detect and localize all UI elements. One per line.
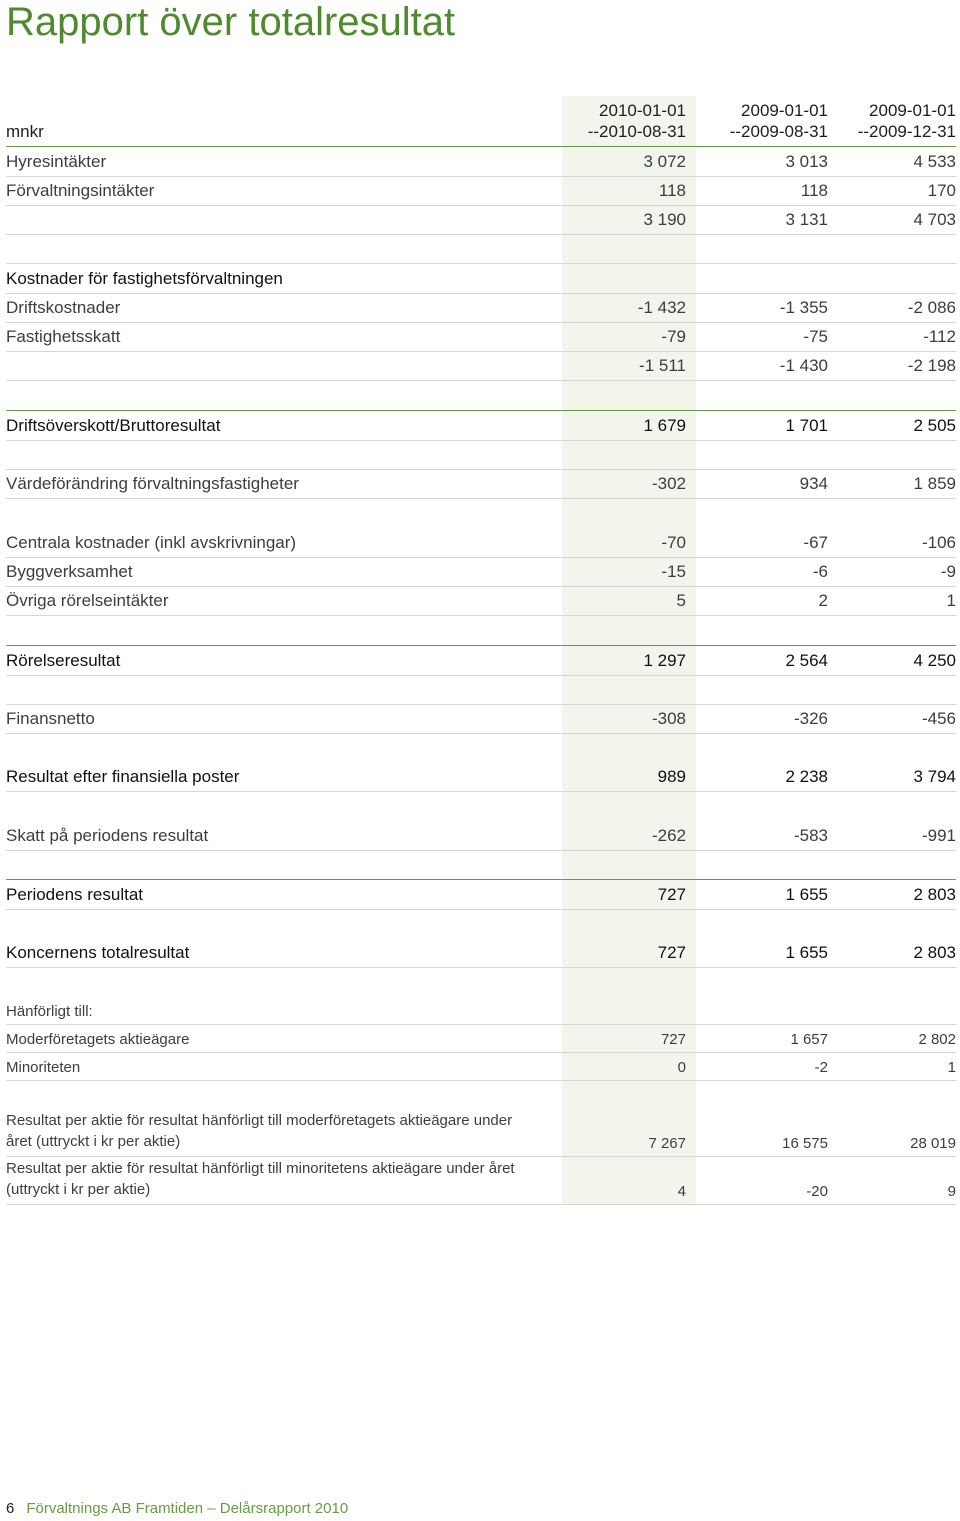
cell-value: 2 802 [918, 1031, 956, 1048]
row-label: Driftsöverskott/Bruttoresultat [6, 416, 221, 435]
cell-value: 1 679 [643, 416, 686, 435]
cell-value: 727 [657, 885, 686, 904]
cell-value: -2 086 [907, 298, 956, 317]
cell-value: -326 [793, 709, 828, 728]
cell-value: -262 [651, 826, 686, 845]
row-driftskostnader [6, 293, 956, 323]
row-label: Minoriteten [6, 1059, 81, 1076]
row-skatt [6, 821, 956, 851]
cell-value: 4 250 [913, 651, 956, 670]
cell-value: -456 [921, 709, 956, 728]
column-header-line: 2010-01-01 [599, 101, 686, 120]
cell-value: 727 [657, 943, 686, 962]
column-header-line: --2009-12-31 [857, 122, 956, 141]
cell-value: 9 [947, 1183, 956, 1200]
row-resultat-efter-finansiella-poster [6, 762, 956, 792]
cell-value: 727 [660, 1031, 686, 1048]
row-ovriga-rorelseintakter [6, 586, 956, 616]
row-minoriteten [6, 1053, 956, 1081]
row-label: Resultat efter finansiella poster [6, 767, 240, 786]
row-label: Förvaltningsintäkter [6, 181, 155, 200]
cell-value: 2 238 [785, 767, 828, 786]
cell-value: 1 655 [785, 885, 828, 904]
cell-value: 28 019 [910, 1135, 956, 1152]
cell-value: -106 [921, 533, 956, 552]
row-driftsoverskott [6, 410, 956, 441]
row-hanforligt-till [6, 997, 956, 1025]
row-byggverksamhet [6, 557, 956, 587]
row-rorelseresultat [6, 645, 956, 676]
column-header-2009-ytd [730, 100, 828, 142]
cell-value: 4 [677, 1183, 686, 1200]
cell-value: 3 013 [785, 152, 828, 171]
row-label: Moderföretagets aktieägare [6, 1031, 190, 1048]
cell-value: -1 432 [637, 298, 686, 317]
cell-value: -6 [812, 562, 828, 581]
cell-value: 2 803 [913, 943, 956, 962]
cell-value: 934 [799, 474, 828, 493]
cell-value: 16 575 [782, 1135, 828, 1152]
row-label: Kostnader för fastighetsförvaltningen [6, 269, 283, 288]
row-label-line: (uttryckt i kr per aktie) [6, 1181, 151, 1198]
cell-value: 989 [657, 767, 686, 786]
row-label: Hänförligt till: [6, 1003, 93, 1020]
cell-value: 1 655 [785, 943, 828, 962]
row-centrala-kostnader [6, 528, 956, 558]
cell-value: 3 794 [913, 767, 956, 786]
cell-value: 4 703 [913, 210, 956, 229]
cell-value: -2 [814, 1059, 828, 1076]
row-label-line: året (uttryckt i kr per aktie) [6, 1133, 181, 1150]
cell-value: 4 533 [913, 152, 956, 171]
row-label: Övriga rörelseintäkter [6, 591, 169, 610]
page-number: 6 [6, 1500, 15, 1517]
row-label-line: Resultat per aktie för resultat hänförligt till moderföretagets aktieägare under [6, 1112, 513, 1129]
cell-value: -302 [651, 474, 686, 493]
cell-value: 1 297 [643, 651, 686, 670]
cell-value: -9 [940, 562, 956, 581]
row-label: Fastighetsskatt [6, 327, 121, 346]
cell-value: -1 511 [639, 356, 686, 375]
row-label: Hyresintäkter [6, 152, 107, 171]
column-header-line: --2009-08-31 [729, 122, 828, 141]
cell-value: -20 [806, 1183, 828, 1200]
row-divider [6, 263, 956, 264]
cell-value: 2 [818, 591, 828, 610]
row-divider [6, 704, 956, 705]
row-label: Driftskostnader [6, 298, 121, 317]
cell-value: 2 505 [913, 416, 956, 435]
column-header-line: --2010-08-31 [587, 122, 686, 141]
cell-value: 3 072 [643, 152, 686, 171]
row-label: Värdeförändring förvaltningsfastigheter [6, 474, 299, 493]
cell-value: 5 [676, 591, 686, 610]
cell-value: -1 430 [779, 356, 828, 375]
row-label-line: Resultat per aktie för resultat hänförligt till minoritetens aktieägare under året [6, 1160, 515, 1177]
cell-value: 3 190 [643, 210, 686, 229]
cell-value: -79 [661, 327, 686, 346]
cell-value: 2 564 [785, 651, 828, 670]
cell-value: 1 [946, 591, 956, 610]
cell-value: -112 [923, 327, 956, 346]
cell-value: 2 803 [913, 885, 956, 904]
row-vardeforandring [6, 469, 956, 499]
row-label [6, 1158, 566, 1200]
row-fastighetsskatt [6, 322, 956, 352]
cell-value: 1 859 [913, 474, 956, 493]
row-finansnetto [6, 704, 956, 734]
cell-value: -991 [921, 826, 956, 845]
page-footer [6, 1500, 348, 1517]
table-header [6, 98, 956, 147]
cell-value: 1 701 [785, 416, 828, 435]
cell-value: -15 [661, 562, 686, 581]
cell-value: -2 198 [907, 356, 956, 375]
row-label: Finansnetto [6, 709, 95, 728]
column-header-2009-full-year [858, 100, 956, 142]
row-kostnader-heading [6, 264, 956, 294]
footer-text: Förvaltnings AB Framtiden – Delårsrapport 2010 [26, 1500, 349, 1517]
cell-value: -583 [793, 826, 828, 845]
row-forvaltningsintakter [6, 176, 956, 206]
row-divider [6, 469, 956, 470]
cell-value: 1 657 [790, 1031, 828, 1048]
row-koncernens-totalresultat [6, 938, 956, 968]
cell-value: -67 [803, 533, 828, 552]
row-label: Rörelseresultat [6, 651, 121, 670]
row-moderforetagets-aktieagare [6, 1025, 956, 1053]
cell-value: -1 355 [779, 298, 828, 317]
cell-value: 118 [800, 181, 828, 200]
cell-value: 3 131 [785, 210, 828, 229]
row-label: Periodens resultat [6, 885, 144, 904]
row-label: Centrala kostnader (inkl avskrivningar) [6, 533, 297, 552]
row-label [6, 1110, 566, 1152]
row-label: Byggverksamhet [6, 562, 133, 581]
row-hyresintakter [6, 147, 956, 177]
cell-value: 0 [677, 1059, 686, 1076]
row-label: Koncernens totalresultat [6, 943, 190, 962]
cell-value: 118 [658, 181, 686, 200]
cell-value: -308 [651, 709, 686, 728]
column-header-2010-ytd [588, 100, 686, 142]
column-header-line: 2009-01-01 [869, 101, 956, 120]
cell-value: 170 [927, 181, 956, 200]
cell-value: -75 [803, 327, 828, 346]
cell-value: 7 267 [648, 1135, 686, 1152]
row-subtotal-kostnader [6, 351, 956, 381]
row-resultat-per-aktie-moderforetaget [6, 1108, 956, 1157]
row-resultat-per-aktie-minoriteten [6, 1156, 956, 1205]
cell-value: -70 [661, 533, 686, 552]
column-header-line: 2009-01-01 [741, 101, 828, 120]
row-periodens-resultat [6, 879, 956, 910]
cell-value: 1 [947, 1059, 956, 1076]
row-subtotal-intakter [6, 205, 956, 235]
row-label: Skatt på periodens resultat [6, 826, 209, 845]
unit-label: mnkr [6, 122, 44, 141]
page-title: Rapport över totalresultat [6, 0, 456, 44]
